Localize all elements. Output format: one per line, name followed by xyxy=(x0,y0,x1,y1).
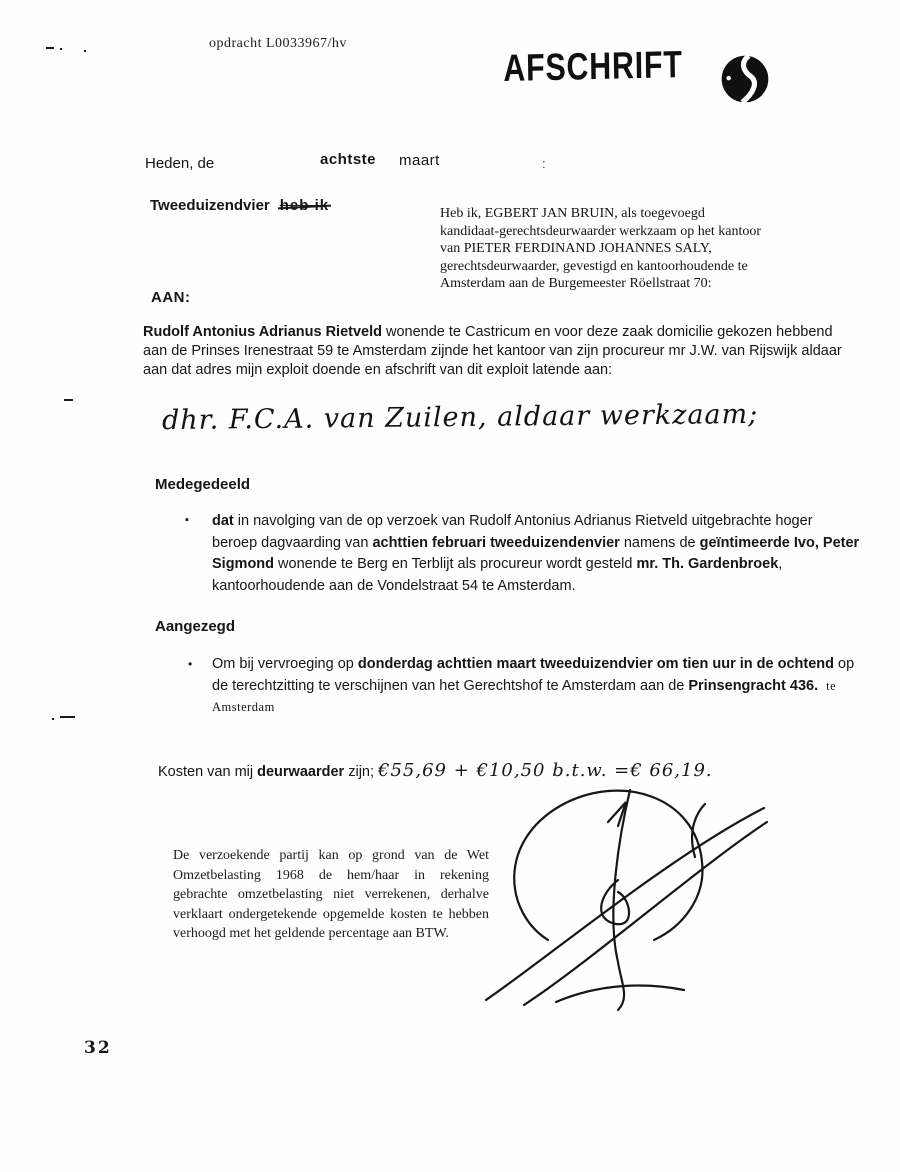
dateline-day: achtste xyxy=(320,151,377,168)
scan-artifact-dash xyxy=(60,716,75,718)
text-segment: Om bij vervroeging op xyxy=(212,656,358,672)
aangezegd-paragraph xyxy=(212,654,867,719)
bailiff-identification-block: Heb ik, EGBERT JAN BRUIN, als toegevoegd kandidaat-gerechtsdeurwaarder werkzaam op het kantoor van PIETER FERDINAND JOHANNES SALY, gerechtsdeurwaarder, gevestigd en kantoorhoudende te Amsterdam aan de Burgemeester Röellstraat 70: xyxy=(440,206,762,292)
text-segment: in navolging van de op verzoek van Rudolf Antonius Adrianus Rietveld uitgebrachte hoger beroep dagvaarding van xyxy=(212,513,813,551)
text-segment: donderdag achttien maart tweeduizendvier om tien uur in de ochtend xyxy=(357,656,835,672)
reference-number: opdracht L0033967/hv xyxy=(209,36,347,51)
dateline-mark: : xyxy=(542,156,546,171)
struck-out-text: heb ik xyxy=(279,197,330,214)
text-segment: Kosten van mij xyxy=(158,764,258,780)
text-segment: , kantoorhoudende aan de Vondelstraat 54 te Amsterdam. xyxy=(212,556,783,594)
scan-artifact-dot xyxy=(84,50,86,52)
recipient-details: wonende te Castricum en voor deze zaak domicilie gekozen hebbend aan de Prinses Irenestraat 59 te Amsterdam zijnde het kantoor van zijn procureur mr J.W. van Rijswijk aldaar aan dat adres mijn exploit doende en afschrift van dit exploit latende aan: xyxy=(143,324,842,378)
recipient-paragraph xyxy=(143,323,859,380)
aan-label: AAN: xyxy=(151,289,191,306)
scan-artifact-dash xyxy=(64,399,73,401)
text-segment: namens de xyxy=(619,534,700,551)
text-segment: deurwaarder xyxy=(257,764,345,780)
medegedeeld-paragraph xyxy=(212,511,860,597)
scan-artifact-dot xyxy=(52,718,54,720)
handwritten-recipient: dhr. F.C.A. van Zuilen, aldaar werkzaam; xyxy=(161,398,759,437)
year-word: Tweeduizendvier xyxy=(150,197,270,214)
seal-s-logo-icon xyxy=(716,52,774,108)
recipient-name: Rudolf Antonius Adrianus Rietveld xyxy=(143,324,382,340)
btw-clause-paragraph: De verzoekende partij kan op grond van de Wet Omzetbelasting 1968 de hem/haar in rekening gebrachte omzetbelasting niet verrekenen, derhalve verklaart ondergetekende opgemelde kosten te hebben verhoogd met het geldende percentage aan BTW. xyxy=(173,848,489,942)
text-segment: geïntimeerde Ivo, Peter Sigmond xyxy=(212,534,860,572)
dateline-prefix: Heden, de xyxy=(145,155,215,172)
text-segment: wonende te Berg en Terblijt als procureur wordt gesteld xyxy=(274,556,637,572)
handwritten-costs: €55,69 + €10,50 b.t.w. =€ 66,19. xyxy=(378,760,713,781)
scan-artifact-dash xyxy=(46,47,54,49)
bullet-marker: ▪ xyxy=(185,514,189,526)
aangezegd-heading: Aangezegd xyxy=(155,618,236,635)
dateline-month: maart xyxy=(399,152,440,169)
handwritten-signature xyxy=(468,760,780,1018)
text-segment: zijn; xyxy=(344,764,375,780)
page-number: 32 xyxy=(84,1038,112,1058)
bullet-marker: • xyxy=(188,657,193,671)
text-segment: Prinsengracht 436. xyxy=(688,677,819,694)
text-segment: mr. Th. Gardenbroek xyxy=(636,556,779,572)
medegedeeld-heading: Medegedeeld xyxy=(155,476,251,493)
text-segment: achttien februari tweeduizendenvier xyxy=(372,534,620,551)
typed-annotation: te Amsterdam xyxy=(212,678,837,714)
text-segment: op de terechtzitting te verschijnen van het Gerechtshof te Amsterdam aan de xyxy=(212,656,855,694)
text-segment: dat xyxy=(212,513,234,529)
scan-artifact-dot xyxy=(60,48,62,50)
afschrift-stamp: AFSCHRIFT xyxy=(503,44,684,90)
dateline-year xyxy=(150,197,329,214)
